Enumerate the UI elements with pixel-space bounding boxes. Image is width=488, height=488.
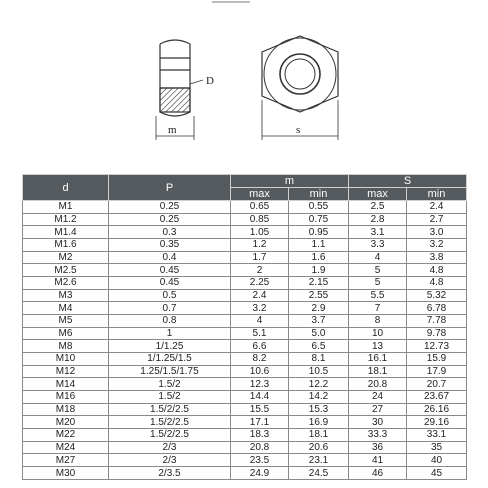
cell-p: 0.45 — [109, 264, 231, 277]
cell-s-min: 12.73 — [407, 340, 467, 353]
cell-m-max: 3.2 — [231, 302, 289, 315]
cell-m-min: 1.1 — [289, 239, 349, 252]
cell-s-min: 35 — [407, 441, 467, 454]
table-row — [23, 315, 467, 328]
table-row — [23, 403, 467, 416]
col-p-header: P — [109, 175, 231, 201]
table-row — [23, 277, 467, 290]
cell-s-min: 2.7 — [407, 213, 467, 226]
cell-p: 0.25 — [109, 201, 231, 214]
cell-s-min: 6.78 — [407, 302, 467, 315]
cell-s-min: 9.78 — [407, 327, 467, 340]
cell-s-min: 20.7 — [407, 378, 467, 391]
table-row — [23, 365, 467, 378]
cell-m-max: 2.25 — [231, 277, 289, 290]
cell-s-min: 26.16 — [407, 403, 467, 416]
cell-m-max: 15.5 — [231, 403, 289, 416]
cell-s-max: 41 — [349, 454, 407, 467]
cell-m-max: 1.2 — [231, 239, 289, 252]
cell-d: M8 — [23, 340, 109, 353]
cell-m-min: 1.6 — [289, 251, 349, 264]
cell-m-min: 0.75 — [289, 213, 349, 226]
cell-m-min: 23.1 — [289, 454, 349, 467]
col-m-max-header: max — [231, 188, 289, 201]
cell-d: M18 — [23, 403, 109, 416]
cell-s-min: 7.78 — [407, 315, 467, 328]
col-m-min-header: min — [289, 188, 349, 201]
cell-m-min: 0.95 — [289, 226, 349, 239]
thread-label: D — [206, 75, 214, 87]
cell-s-max: 30 — [349, 416, 407, 429]
table-row — [23, 454, 467, 467]
cell-m-max: 12.3 — [231, 378, 289, 391]
cell-d: M1.4 — [23, 226, 109, 239]
cell-s-min: 4.8 — [407, 277, 467, 290]
cell-s-max: 5.5 — [349, 289, 407, 302]
col-s-max-header: max — [349, 188, 407, 201]
cell-s-min: 33.1 — [407, 429, 467, 442]
cell-s-max: 3.1 — [349, 226, 407, 239]
cell-m-min: 18.1 — [289, 429, 349, 442]
table-row — [23, 429, 467, 442]
table-row — [23, 416, 467, 429]
cell-m-max: 14.4 — [231, 391, 289, 404]
cell-p: 1.5/2 — [109, 378, 231, 391]
cell-d: M24 — [23, 441, 109, 454]
cell-m-max: 1.7 — [231, 251, 289, 264]
cell-m-min: 2.9 — [289, 302, 349, 315]
cell-m-max: 2.4 — [231, 289, 289, 302]
cell-s-max: 7 — [349, 302, 407, 315]
cell-p: 2/3 — [109, 441, 231, 454]
cell-s-min: 3.8 — [407, 251, 467, 264]
cell-m-min: 8.1 — [289, 353, 349, 366]
table-row — [23, 251, 467, 264]
cell-p: 0.7 — [109, 302, 231, 315]
cell-d: M1.6 — [23, 239, 109, 252]
table-header-row — [23, 175, 467, 188]
cell-s-max: 5 — [349, 264, 407, 277]
cell-m-min: 14.2 — [289, 391, 349, 404]
col-m-header: m — [231, 175, 349, 188]
table-row — [23, 302, 467, 315]
cell-s-max: 2.8 — [349, 213, 407, 226]
cell-d: M1.2 — [23, 213, 109, 226]
cell-d: M14 — [23, 378, 109, 391]
cell-m-min: 10.5 — [289, 365, 349, 378]
cell-s-min: 4.8 — [407, 264, 467, 277]
cell-s-max: 3.3 — [349, 239, 407, 252]
cell-p: 0.45 — [109, 277, 231, 290]
cell-d: M6 — [23, 327, 109, 340]
table-row — [23, 391, 467, 404]
table-row — [23, 213, 467, 226]
cell-p: 0.35 — [109, 239, 231, 252]
cell-s-max: 18.1 — [349, 365, 407, 378]
table-row — [23, 327, 467, 340]
cell-m-max: 24.9 — [231, 467, 289, 480]
table-row — [23, 340, 467, 353]
cell-m-max: 1.05 — [231, 226, 289, 239]
table-row — [23, 467, 467, 480]
cell-m-min: 0.55 — [289, 201, 349, 214]
cell-p: 1.5/2/2.5 — [109, 403, 231, 416]
cell-d: M27 — [23, 454, 109, 467]
table-row — [23, 226, 467, 239]
cell-d: M20 — [23, 416, 109, 429]
cell-d: M1 — [23, 201, 109, 214]
cell-d: M10 — [23, 353, 109, 366]
cell-s-max: 5 — [349, 277, 407, 290]
cell-s-min: 29.16 — [407, 416, 467, 429]
cell-m-min: 20.6 — [289, 441, 349, 454]
cell-p: 0.3 — [109, 226, 231, 239]
cell-s-min: 3.0 — [407, 226, 467, 239]
cell-m-max: 0.65 — [231, 201, 289, 214]
table-row — [23, 378, 467, 391]
cell-p: 0.5 — [109, 289, 231, 302]
cell-p: 1.5/2/2.5 — [109, 416, 231, 429]
cell-s-max: 2.5 — [349, 201, 407, 214]
cell-s-min: 17.9 — [407, 365, 467, 378]
cell-m-max: 20.8 — [231, 441, 289, 454]
table-row — [23, 441, 467, 454]
cell-s-max: 8 — [349, 315, 407, 328]
col-s-header: S — [349, 175, 467, 188]
cell-d: M30 — [23, 467, 109, 480]
cell-m-max: 5.1 — [231, 327, 289, 340]
cell-p: 1.25/1.5/1.75 — [109, 365, 231, 378]
cell-m-min: 15.3 — [289, 403, 349, 416]
cell-s-min: 15.9 — [407, 353, 467, 366]
cell-d: M2 — [23, 251, 109, 264]
cell-m-min: 3.7 — [289, 315, 349, 328]
table-row — [23, 239, 467, 252]
cell-d: M4 — [23, 302, 109, 315]
cell-p: 1.5/2/2.5 — [109, 429, 231, 442]
cell-p: 1 — [109, 327, 231, 340]
cell-s-min: 2.4 — [407, 201, 467, 214]
cell-s-max: 10 — [349, 327, 407, 340]
table-row — [23, 289, 467, 302]
cell-p: 0.8 — [109, 315, 231, 328]
cell-m-max: 10.6 — [231, 365, 289, 378]
cell-m-min: 2.55 — [289, 289, 349, 302]
cell-s-min: 23.67 — [407, 391, 467, 404]
cell-m-min: 1.9 — [289, 264, 349, 277]
cell-m-max: 4 — [231, 315, 289, 328]
cell-d: M2.5 — [23, 264, 109, 277]
cell-m-max: 8.2 — [231, 353, 289, 366]
cell-m-max: 6.6 — [231, 340, 289, 353]
cell-s-min: 5.32 — [407, 289, 467, 302]
cell-m-min: 2.15 — [289, 277, 349, 290]
cell-m-min: 6.5 — [289, 340, 349, 353]
cell-s-min: 40 — [407, 454, 467, 467]
cell-s-min: 45 — [407, 467, 467, 480]
table-row — [23, 353, 467, 366]
cell-d: M3 — [23, 289, 109, 302]
cell-p: 1/1.25 — [109, 340, 231, 353]
cell-d: M2.6 — [23, 277, 109, 290]
cell-m-max: 2 — [231, 264, 289, 277]
col-d-header: d — [23, 175, 109, 201]
cell-m-max: 18.3 — [231, 429, 289, 442]
col-s-min-header: min — [407, 188, 467, 201]
cell-s-max: 36 — [349, 441, 407, 454]
cell-s-max: 33.3 — [349, 429, 407, 442]
cell-m-max: 23.5 — [231, 454, 289, 467]
cell-s-max: 16.1 — [349, 353, 407, 366]
cell-s-max: 13 — [349, 340, 407, 353]
cell-d: M12 — [23, 365, 109, 378]
cell-s-max: 4 — [349, 251, 407, 264]
cell-m-min: 16.9 — [289, 416, 349, 429]
cell-d: M5 — [23, 315, 109, 328]
hex-nut-drawing — [0, 0, 488, 170]
table-row — [23, 201, 467, 214]
nut-spec-table — [22, 174, 467, 480]
cell-m-min: 5.0 — [289, 327, 349, 340]
cell-s-max: 46 — [349, 467, 407, 480]
table-body — [23, 201, 467, 480]
cell-p: 2/3.5 — [109, 467, 231, 480]
cell-p: 1/1.25/1.5 — [109, 353, 231, 366]
cell-s-max: 27 — [349, 403, 407, 416]
cell-m-max: 17.1 — [231, 416, 289, 429]
cell-p: 2/3 — [109, 454, 231, 467]
cell-s-min: 3.2 — [407, 239, 467, 252]
cell-p: 0.4 — [109, 251, 231, 264]
cell-s-max: 20.8 — [349, 378, 407, 391]
cell-m-min: 24.5 — [289, 467, 349, 480]
cell-m-max: 0.85 — [231, 213, 289, 226]
cell-d: M16 — [23, 391, 109, 404]
cell-m-min: 12.2 — [289, 378, 349, 391]
cell-p: 0.25 — [109, 213, 231, 226]
cell-s-max: 24 — [349, 391, 407, 404]
table-row — [23, 264, 467, 277]
height-label: m — [168, 124, 177, 136]
nut-side-view — [156, 40, 203, 140]
width-label: s — [296, 124, 301, 136]
cell-d: M22 — [23, 429, 109, 442]
cell-p: 1.5/2 — [109, 391, 231, 404]
